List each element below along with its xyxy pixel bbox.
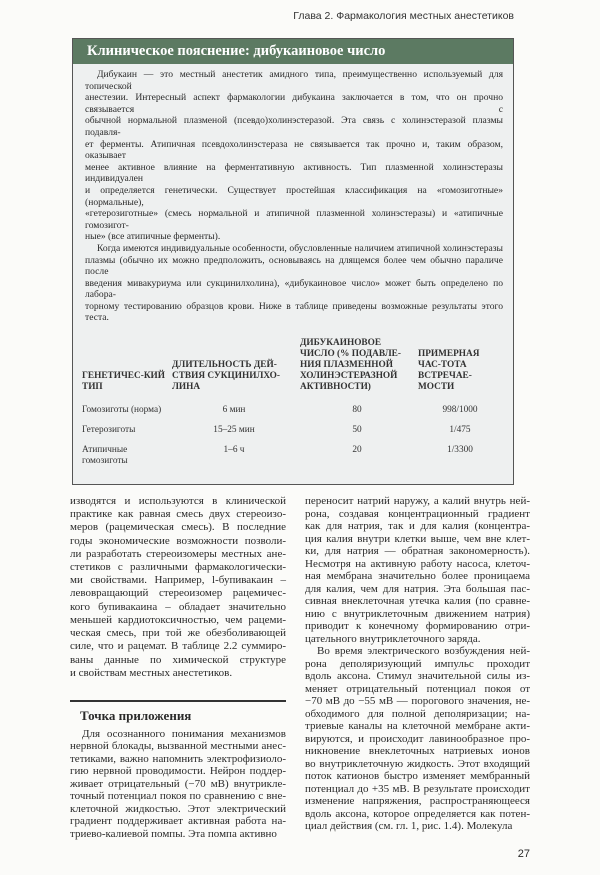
text-line: обычной нормальной плазменой (псевдо)холинэстеразой. Эта связь с холинэстеразой плазмы подавля-: [85, 115, 503, 138]
text-line: триевые каналы на клеточной мембране акти-: [305, 720, 530, 733]
text-line: «гетерозиготные» (смесь нормальной и атипичной плазменной холинэстеразы) и «атипичные гомозигот-: [85, 208, 503, 231]
text-line: цательного внутриклеточного заряда.: [305, 632, 481, 645]
text-line: −70 мВ до −55 мВ — порогового значения, не-: [305, 695, 530, 708]
text-line: кого бупивакаина – обладает значительно: [70, 600, 286, 613]
text-line: Дибукаин — это местный анестетик амидного типа, преимущественно используемый для топической: [85, 69, 503, 92]
text-line: стетиков с различными фармакологически-: [70, 561, 286, 574]
table-cell: Гетерозиготы: [82, 425, 136, 436]
text-line: левовращающий стереоизомер рацемичес-: [70, 587, 286, 600]
text-line: вдоль аксона, которое определяется как потен-: [305, 807, 530, 820]
column-header: ПРИМЕРНАЯ ЧАС-ТОТА ВСТРЕЧАЕ-МОСТИ: [418, 349, 480, 393]
text-line: рона деполяризующий импульс проходит: [305, 657, 530, 670]
table-row: [82, 445, 506, 476]
text-line: переносит натрий наружу, а калий внутрь ней-: [305, 495, 530, 508]
table-cell: Атипичные гомозиготы: [82, 445, 128, 467]
text-line: вдоль аксона. Стимул значительной силы из-: [305, 670, 530, 683]
text-line: Несмотря на активную работу насоса, клеточ-: [305, 557, 530, 570]
text-line: триево-калиевой помпы. Эта помпа активно: [70, 827, 277, 840]
text-line: никновение внеклеточных натриевых ионов: [305, 745, 530, 758]
table-cell: 1/475: [449, 425, 471, 436]
text-line: ная мембрана значительно более проницаема: [305, 570, 530, 583]
left-column: [70, 495, 286, 840]
table-row: [82, 405, 506, 425]
column-header: ГЕНЕТИЧЕС-КИЙ ТИП: [82, 371, 166, 393]
text-line: гию нервной проводимости. Нейрон поддер-: [70, 765, 286, 778]
clinical-note-box: [72, 38, 514, 485]
body-columns: [70, 495, 530, 840]
text-line: менее активное влияние на ферментативную активность. Тип плазменной холинэстеразы индивидуален: [85, 161, 503, 185]
text-line: и определяется генетически. Существует простейшая классификация на «гомозиготные» (нормальные),: [85, 184, 503, 208]
text-line: для калия, чем для натрия. Эта большая пас-: [305, 582, 530, 595]
column-header: ДИБУКАИНОВОЕ ЧИСЛО (% ПОДАВЛЕ-НИЯ ПЛАЗМЕННОЙ ХОЛИНЭСТЕРАЗНОЙ АКТИВНОСТИ): [300, 338, 401, 393]
running-head: Глава 2. Фармакология местных анестетиков: [293, 10, 514, 22]
table-cell: 80: [352, 405, 362, 416]
text-line: ки, для натрия — обратная закономерность).: [305, 545, 530, 558]
text-line: ли разработать стереоизомеры местных ане-: [70, 547, 286, 560]
text-line: ваны данные по химической структуре: [70, 653, 286, 666]
table-cell: 50: [352, 425, 362, 436]
paragraph: [305, 495, 530, 645]
text-line: меняет отрицательный потенциал покоя от: [305, 682, 530, 695]
text-line: анестезии. Интересный аспект фармакологии дибукаина заключается в том, что он прочно связывается с: [85, 92, 503, 115]
text-line: и свойствам местных анестетиков.: [70, 666, 233, 679]
text-line: плазмы (обычно их можно предположить, основываясь на длящемся более чем обычно параличе после: [85, 254, 503, 278]
table-cell: 20: [352, 445, 362, 456]
page-number: 27: [517, 848, 530, 861]
text-line: меров (рацемическая смесь). В последние: [70, 521, 286, 534]
table-cell: 15–25 мин: [213, 425, 255, 436]
text-line: рона, создавая концентрационный градиент: [305, 507, 530, 520]
table-cell: 1/3300: [447, 445, 473, 456]
table-cell: 6 мин: [222, 405, 246, 416]
text-line: ные» (все атипичные ферменты).: [85, 231, 221, 243]
text-line: годы экономические возможности позволи-: [70, 534, 286, 547]
clinical-note-title: Клиническое пояснение: дибукаиновое число: [73, 39, 513, 64]
text-line: ческая смесь, при той же обезболивающей: [70, 627, 286, 640]
table-row: [82, 425, 506, 445]
text-line: вируются, и происходит лавинообразное про-: [305, 732, 530, 745]
column-header: ДЛИТЕЛЬНОСТЬ ДЕЙ-СТВИЯ СУКЦИНИЛХО-ЛИНА: [172, 360, 280, 393]
text-line: точный потенциал покоя по сравнению с вне-: [70, 790, 286, 803]
text-line: меньшей кардиотоксичностью, чем рацеми-: [70, 613, 286, 626]
paragraph: [70, 495, 286, 680]
table-cell: Гомозиготы (норма): [82, 405, 162, 416]
text-line: клеточной жидкостью. Этот электрический: [70, 802, 286, 815]
text-line: ет ферменты. Атипичная псевдохолинэстераза не связывается так прочно и, таким образом, оказывает: [85, 138, 503, 162]
text-line: силе, что и рацемат. В таблице 2.2 суммиро-: [70, 640, 286, 653]
text-line: потенциал до +35 мВ. В результате происходит: [305, 782, 530, 795]
text-line: тетиками, важно напомнить электрофизиоло-: [70, 752, 286, 765]
clinical-note-paragraph: [85, 243, 503, 324]
text-line: Когда имеются индивидуальные особенности, обусловленные наличием атипичной холинэстеразы: [97, 242, 503, 254]
text-line: живает отрицательный (−70 мВ) внутрикле-: [70, 777, 286, 790]
text-line: обходимого для полной деполяризации; на-: [305, 707, 530, 720]
text-line: во внутриклеточную жидкость. Этот входящий: [305, 757, 530, 770]
text-line: Во время электрического возбуждения ней-: [317, 645, 530, 658]
text-line: торному тестированию образцов крови. Ниже в таблице приведены возможные результаты этого теста.: [85, 300, 503, 324]
table-header-row: [82, 338, 506, 405]
text-line: сивная внеклеточная утечка калия (по сравне-: [305, 595, 530, 608]
paragraph: [70, 728, 286, 841]
dibucaine-table: [82, 338, 506, 476]
section-title: Точка приложения: [80, 707, 192, 723]
table-cell: 998/1000: [442, 405, 478, 416]
clinical-note-text: [85, 69, 503, 324]
text-line: поток катионов быстро изменяет мембранный: [305, 770, 530, 783]
text-line: изменение напряжения, распространяющееся: [305, 795, 530, 808]
text-line: Для осознанного понимания механизмов: [82, 727, 286, 740]
text-line: введения мивакуриума или сукцинилхолина), «дибукаиновое число» может быть определено по лабора-: [85, 277, 503, 301]
text-line: градиент поддерживает активная работа на-: [70, 815, 286, 828]
text-line: приводит к конечному формированию отри-: [305, 620, 530, 633]
text-line: как для натрия, так и для калия (концентра-: [305, 520, 530, 533]
clinical-note-paragraph: [85, 69, 503, 243]
table-cell: 1–6 ч: [223, 445, 245, 456]
text-line: циал действия (см. гл. 1, рис. 1.4). Молекула: [305, 820, 513, 833]
text-line: изводятся и используются в клинической: [70, 495, 286, 508]
text-line: практике как равная смесь двух стереоизо-: [70, 508, 286, 521]
paragraph: [305, 645, 530, 833]
text-line: нервной блокады, вызванной местными анес-: [70, 740, 286, 753]
text-line: нию с внутриклеточным движением натрия): [305, 607, 530, 620]
section-divider: [70, 700, 286, 702]
text-line: ми свойствами. Например, l-бупивакаин –: [70, 574, 286, 587]
text-line: ция калия внутри клетки выше, чем вне клет-: [305, 532, 530, 545]
right-column: [305, 495, 530, 833]
